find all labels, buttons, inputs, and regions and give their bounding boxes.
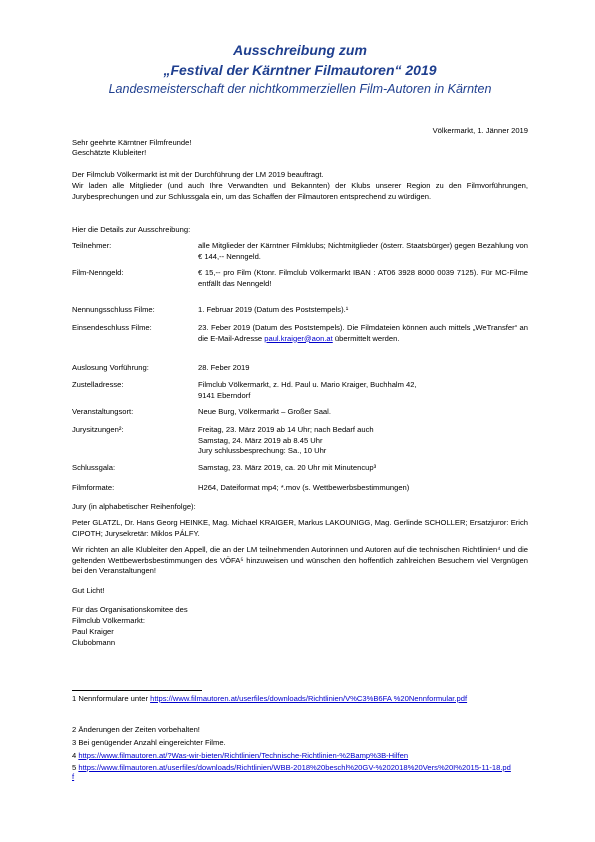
footnote-4 [72, 751, 512, 760]
good-luck: Gut Licht! [72, 586, 105, 595]
detail-value: alle Mitglieder der Kärntner Filmklubs; Nichtmitglieder (österr. Staatsbürger) gegen Bezahlung von € 144,-- Nenngeld. [198, 241, 528, 261]
detail-value: 28. Feber 2019 [198, 363, 250, 372]
detail-value [198, 323, 528, 344]
footnote-link[interactable]: https://www.filmautoren.at/userfiles/downloads/Richtlinien/WBB-2018%20beschl%20GV-%202018%20Vers%20I%2015-11-18.pdf [72, 763, 511, 782]
detail-value [198, 380, 528, 401]
detail-value-text: übermittelt werden. [332, 333, 400, 343]
appeal-paragraph: Wir richten an alle Klubleiter den Appell, die an der LM teilnehmenden Autorinnen und Autoren auf die technischen Richtlinien⁴ und die geltenden Wettbewerbsbestimmungen des VÖFA⁵ hinzuweisen und wünschen den hoffentlich zahlreichen Besuchern viel Vergnügen bei den Veranstaltungen! [72, 545, 528, 575]
signature-line: Clubobmann [72, 638, 116, 647]
greeting-line: Sehr geehrte Kärntner Filmfreunde! [72, 138, 192, 147]
footnote-5 [72, 763, 512, 782]
detail-label: Teilnehmer: [72, 241, 112, 250]
footnote-text: 1 Nennformulare unter [72, 694, 151, 703]
detail-label: Zustelladresse: [72, 380, 124, 389]
document-subtitle: Landesmeisterschaft der nichtkommerziellen Film-Autoren in Kärnten [108, 82, 492, 96]
greeting-line: Geschätzte Klubleiter! [72, 148, 147, 157]
detail-label: Filmformate: [72, 483, 115, 492]
detail-label: Schlussgala: [72, 463, 116, 472]
jury-heading: Jury (in alphabetischer Reihenfolge): [72, 502, 196, 511]
detail-label: Film-Nenngeld: [72, 268, 124, 277]
detail-value: Samstag, 23. März 2019, ca. 20 Uhr mit Minutencup³ [198, 463, 377, 472]
signature-line: Für das Organisationskomitee des [72, 605, 188, 614]
detail-value-text: 23. Feber 2019 (Datum des Poststempels). Die Filmdateien können auch mittels „WeTransfer“ an die E-Mail-Adresse [198, 323, 528, 343]
document-title-line2: „Festival der Kärntner Filmautoren“ 2019 [163, 62, 437, 78]
footnote-1 [72, 694, 512, 703]
jury-text: Peter GLATZL, Dr. Hans Georg HEINKE, Mag. Michael KRAIGER, Markus LAKOUNIGG, Mag. Gerlinde SCHOLLER; Ersatzjuror: Erich CIPOTH; Jurysekretär: Miklos PÁLFY. [72, 518, 528, 538]
detail-label: Auslosung Vorführung: [72, 363, 149, 372]
detail-label: Jurysitzungen²: [72, 425, 124, 434]
signature-line: Filmclub Völkermarkt: [72, 616, 145, 625]
detail-value-line: Jury schlussbesprechung: Sa., 10 Uhr [198, 446, 327, 455]
footnote-text: 4 [72, 751, 79, 760]
footnote-text: 5 [72, 763, 79, 772]
footnote-link[interactable]: https://www.filmautoren.at/userfiles/downloads/Richtlinien/V%C3%B6FA %20Nennformular.pdf [150, 694, 468, 703]
document-title-line1: Ausschreibung zum [233, 42, 367, 58]
intro-paragraph: Der Filmclub Völkermarkt ist mit der Durchführung der LM 2019 beauftragt. [72, 170, 324, 179]
details-intro: Hier die Details zur Ausschreibung: [72, 225, 191, 234]
detail-label: Einsendeschluss Filme: [72, 323, 152, 332]
detail-value [198, 425, 528, 457]
detail-value-line: Samstag, 24. März 2019 ab 8.45 Uhr [198, 435, 323, 445]
signature-line: Paul Kraiger [72, 627, 114, 636]
detail-label: Veranstaltungsort: [72, 407, 134, 416]
detail-value-line: 9141 Eberndorf [198, 390, 251, 400]
detail-value: 1. Februar 2019 (Datum des Poststempels).¹ [198, 305, 349, 314]
footnote-link[interactable]: https://www.filmautoren.at/?Was-wir-bieten/Richtlinien/Technische-Richtlinien-%2Bamp%3B-Hilfen [78, 751, 409, 760]
email-link[interactable]: paul.kraiger@aon.at [264, 333, 333, 343]
detail-value-line: Freitag, 23. März 2019 ab 14 Uhr; nach Bedarf auch [198, 425, 374, 434]
detail-label: Nennungsschluss Filme: [72, 305, 155, 314]
detail-value: Neue Burg, Völkermarkt – Großer Saal. [198, 407, 331, 416]
detail-value: € 15,-- pro Film (Ktonr. Filmclub Völkermarkt IBAN : AT06 3928 8000 0039 7125). Für MC-Filme entfällt das Nenngeld! [198, 268, 528, 288]
footnote-2: 2 Änderungen der Zeiten vorbehalten! [72, 725, 200, 734]
detail-value: H264, Dateiformat mp4; *.mov (s. Wettbewerbsbestimmungen) [198, 483, 410, 492]
footnote-separator [72, 690, 202, 691]
footnote-3: 3 Bei genügender Anzahl eingereichter Filme. [72, 738, 226, 747]
date-line: Völkermarkt, 1. Jänner 2019 [432, 126, 528, 135]
intro-paragraph: Wir laden alle Mitglieder (und auch Ihre Verwandten und Bekannten) der Klubs unserer Region zu den Filmvorführungen, Jurybesprechungen und zur Schlussgala ein, um das Schaffen der Filmautoren entsprechend zu würdigen. [72, 181, 528, 201]
detail-value-line: Filmclub Völkermarkt, z. Hd. Paul u. Mario Kraiger, Buchhalm 42, [198, 380, 417, 389]
